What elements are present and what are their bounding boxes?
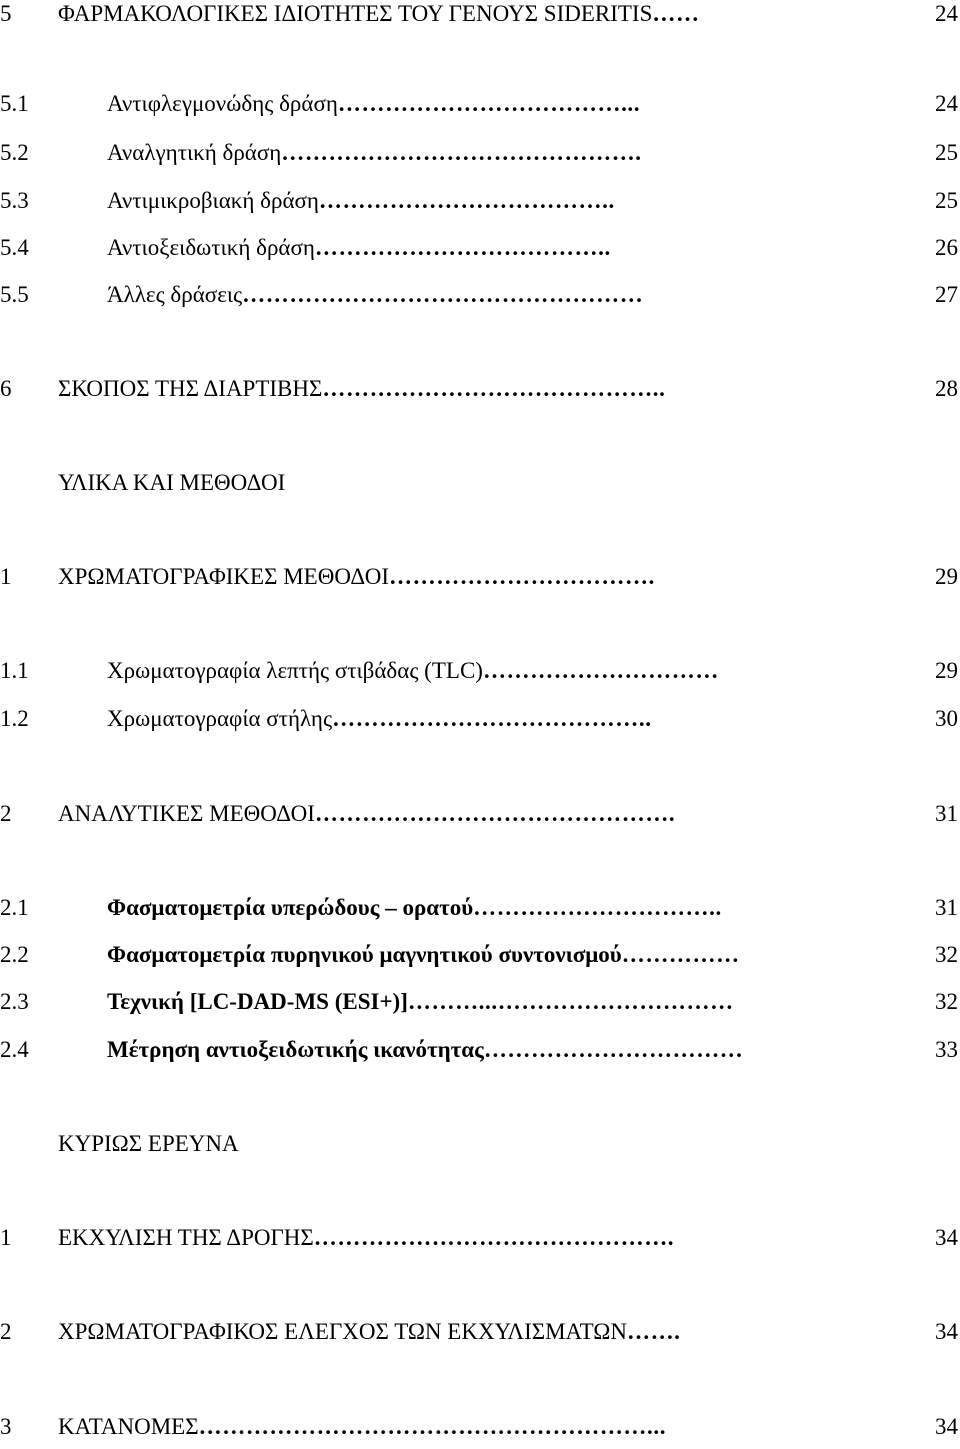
section-title-text: ΑΝΑΛΥΤΙΚΕΣ ΜΕΘΟΔΟΙ bbox=[58, 801, 315, 826]
section-title-text: ΦΑΡΜΑΚΟΛΟΓΙΚΕΣ ΙΔΙΟΤΗΤΕΣ ΤΟΥ ΓΕΝΟΥΣ SIDERITIS bbox=[58, 1, 653, 26]
section-number: 5.1 bbox=[0, 91, 29, 116]
section-title-text: Αντιοξειδωτική δράση bbox=[107, 235, 315, 260]
page-number: 24 bbox=[935, 91, 958, 116]
section-number: 5.3 bbox=[0, 188, 29, 213]
section-number: 1.2 bbox=[0, 706, 29, 731]
section-title bbox=[107, 933, 740, 977]
dot-leader: ………………………….. bbox=[473, 895, 722, 920]
section-title bbox=[107, 649, 719, 693]
dot-leader: …………………………………….. bbox=[322, 376, 666, 401]
toc-entry bbox=[0, 886, 960, 930]
section-number: 5.4 bbox=[0, 235, 29, 260]
section-title-text: Χρωματογραφία στήλης bbox=[107, 706, 333, 731]
section-title bbox=[58, 792, 675, 836]
page-number: 24 bbox=[935, 1, 958, 26]
dot-leader: …………… bbox=[621, 942, 740, 967]
section-number: 5.2 bbox=[0, 140, 29, 165]
section-title bbox=[107, 980, 734, 1024]
page-number: 34 bbox=[935, 1225, 958, 1250]
toc-entry bbox=[0, 82, 960, 126]
toc-entry bbox=[0, 1310, 960, 1354]
section-number: 1 bbox=[0, 564, 12, 589]
section-title bbox=[107, 697, 652, 741]
dot-leader: ……………………………….. bbox=[314, 235, 611, 260]
section-title-text: ΣΚΟΠΟΣ ΤΗΣ ΔΙΑΡΤΙΒΗΣ bbox=[58, 376, 323, 401]
section-title-text: Φασματομετρία υπερώδους – ορατού bbox=[107, 895, 474, 920]
dot-leader: ………………………………….. bbox=[332, 706, 652, 731]
section-number: 5.5 bbox=[0, 282, 29, 307]
toc-entry bbox=[0, 131, 960, 175]
dot-leader: …………………………………………………... bbox=[198, 1414, 667, 1439]
section-number: 2 bbox=[0, 801, 12, 826]
page-number: 34 bbox=[935, 1319, 958, 1344]
section-title bbox=[107, 226, 611, 270]
section-title-text: ΚΑΤΑΝΟΜΕΣ bbox=[58, 1414, 199, 1439]
dot-leader: ………………………………………. bbox=[313, 1225, 675, 1250]
dot-leader: ……………………………. bbox=[389, 564, 655, 589]
section-title-text: Φασματομετρία πυρηνικού μαγνητικού συντονισμού bbox=[107, 942, 622, 967]
dot-leader: ………………………………………. bbox=[281, 140, 642, 165]
section-title bbox=[58, 1122, 239, 1166]
toc-entry bbox=[0, 649, 960, 693]
toc-heading bbox=[0, 1122, 960, 1166]
section-number: 6 bbox=[0, 376, 12, 401]
page-number: 31 bbox=[935, 801, 958, 826]
section-title-text: Τεχνική [LC-DAD-MS (ESI+)] bbox=[107, 989, 408, 1014]
page-number: 29 bbox=[935, 564, 958, 589]
dot-leader: ……………………………….. bbox=[318, 188, 615, 213]
section-number: 2 bbox=[0, 1319, 12, 1344]
page-number: 30 bbox=[935, 706, 958, 731]
section-title-text: Χρωματογραφία λεπτής στιβάδας (TLC) bbox=[107, 658, 483, 683]
section-title-text: Αναλγητική δράση bbox=[107, 140, 282, 165]
section-title bbox=[58, 461, 285, 505]
section-title bbox=[107, 1028, 743, 1072]
toc-entry bbox=[0, 697, 960, 741]
section-title-text: ΥΛΙΚΑ ΚΑΙ ΜΕΘΟΔΟΙ bbox=[58, 470, 286, 495]
section-title bbox=[58, 367, 666, 411]
section-title bbox=[58, 0, 700, 36]
section-title bbox=[58, 1216, 674, 1260]
section-number: 2.4 bbox=[0, 1037, 29, 1062]
dot-leader: ………………………………... bbox=[337, 91, 641, 116]
toc-entry bbox=[0, 792, 960, 836]
toc-entry bbox=[0, 1028, 960, 1072]
section-number: 3 bbox=[0, 1414, 12, 1439]
toc-heading bbox=[0, 461, 960, 505]
section-title bbox=[107, 273, 643, 317]
toc-entry bbox=[0, 980, 960, 1024]
toc-entry bbox=[0, 1216, 960, 1260]
page-number: 28 bbox=[935, 376, 958, 401]
toc-entry bbox=[0, 933, 960, 977]
section-title-text: ΧΡΩΜΑΤΟΓΡΑΦΙΚΕΣ ΜΕΘΟΔΟΙ bbox=[58, 564, 389, 589]
section-number: 2.1 bbox=[0, 895, 29, 920]
section-number: 1.1 bbox=[0, 658, 29, 683]
toc-entry bbox=[0, 1405, 960, 1449]
section-title bbox=[58, 555, 655, 599]
section-title-text: Μέτρηση αντιοξειδωτικής ικανότητας bbox=[107, 1037, 484, 1062]
section-title-text: Αντιμικροβιακή δράση bbox=[107, 188, 319, 213]
page-number: 29 bbox=[935, 658, 958, 683]
page-number: 32 bbox=[935, 942, 958, 967]
section-number: 2.3 bbox=[0, 989, 29, 1014]
section-title bbox=[107, 886, 722, 930]
page-number: 32 bbox=[935, 989, 958, 1014]
toc-entry bbox=[0, 367, 960, 411]
section-title-text: ΕΚΧΥΛΙΣΗ ΤΗΣ ΔΡΟΓΗΣ bbox=[58, 1225, 314, 1250]
page-number: 33 bbox=[935, 1037, 958, 1062]
page-number: 26 bbox=[935, 235, 958, 260]
dot-leader: …………………………………………… bbox=[242, 282, 644, 307]
section-title-text: ΧΡΩΜΑΤΟΓΡΑΦΙΚΟΣ ΕΛΕΓΧΟΣ ΤΩΝ ΕΚΧΥΛΙΣΜΑΤΩΝ bbox=[58, 1319, 627, 1344]
dot-leader: ……. bbox=[626, 1319, 681, 1344]
section-title bbox=[107, 179, 615, 223]
toc-entry bbox=[0, 0, 960, 36]
section-title-text: Άλλες δράσεις bbox=[107, 282, 243, 307]
section-title bbox=[107, 131, 642, 175]
section-number: 1 bbox=[0, 1225, 12, 1250]
section-title-text: Αντιφλεγμονώδης δράση bbox=[107, 91, 338, 116]
section-title-text: ΚΥΡΙΩΣ ΕΡΕΥΝΑ bbox=[58, 1131, 239, 1156]
page-number: 25 bbox=[935, 140, 958, 165]
dot-leader: …… bbox=[652, 1, 700, 26]
dot-leader: ………………………………………. bbox=[314, 801, 676, 826]
page-number: 31 bbox=[935, 895, 958, 920]
toc-entry bbox=[0, 273, 960, 317]
page-number: 27 bbox=[935, 282, 958, 307]
section-title bbox=[58, 1310, 681, 1354]
section-number: 5 bbox=[0, 1, 12, 26]
dot-leader: ………………………… bbox=[482, 658, 719, 683]
section-title bbox=[58, 1405, 666, 1449]
section-title bbox=[107, 82, 640, 126]
toc-entry bbox=[0, 179, 960, 223]
toc-entry bbox=[0, 555, 960, 599]
section-number: 2.2 bbox=[0, 942, 29, 967]
dot-leader: ………...………………………… bbox=[407, 989, 734, 1014]
page-number: 25 bbox=[935, 188, 958, 213]
page-number: 34 bbox=[935, 1414, 958, 1439]
dot-leader: …………………………… bbox=[483, 1037, 744, 1062]
toc-entry bbox=[0, 226, 960, 270]
